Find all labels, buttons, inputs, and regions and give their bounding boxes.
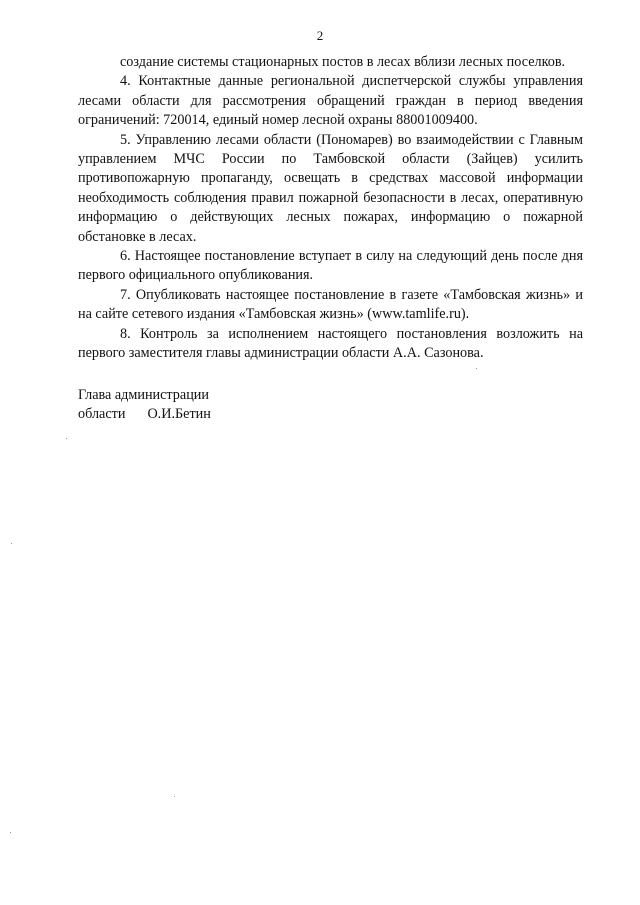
paragraph-7: 7. Опубликовать настоящее постановление в газете «Тамбовская жизнь» и на сайте сетевого издания «Тамбовская жизнь» (www.tamlife.ru). xyxy=(78,286,583,323)
scan-speck xyxy=(10,832,11,833)
scan-speck xyxy=(66,438,67,439)
scan-speck xyxy=(11,543,12,544)
paragraph-4: 4. Контактные данные региональной диспетчерской службы управления лесами области для рассмотрения обращений граждан в период введения ограничений: 720014, единый номер лесной охраны 88001009400. xyxy=(78,73,583,129)
paragraph-8: 8. Контроль за исполнением настоящего постановления возложить на первого заместителя главы администрации области А.А. Сазонова. xyxy=(78,325,583,362)
scan-speck xyxy=(476,368,477,369)
signature-title-line2 xyxy=(78,405,211,424)
paragraph-continuation: создание системы стационарных постов в лесах вблизи лесных поселков. xyxy=(120,54,566,70)
signature-title-region: области xyxy=(78,406,126,422)
signature-block xyxy=(78,386,211,424)
signature-name: О.И.Бетин xyxy=(147,406,211,422)
document-body xyxy=(78,53,583,364)
page-number: 2 xyxy=(316,28,324,43)
paragraph-6: 6. Настоящее постановление вступает в силу на следующий день после дня первого официального опубликования. xyxy=(78,248,583,284)
signature-title-line1: Глава администрации xyxy=(78,387,209,403)
scan-speck xyxy=(174,796,175,797)
paragraph-5: 5. Управлению лесами области (Пономарев) во взаимодействии с Главным управлением МЧС России по Тамбовской области (Зайцев) усилить противопожарную пропаганду, освещать в средствах массовой информации необходимость соблюдения правил пожарной безопасности в лесах, оперативную информацию о действующих лесных пожарах, информацию о пожарной обстановке в лесах. xyxy=(78,131,583,245)
